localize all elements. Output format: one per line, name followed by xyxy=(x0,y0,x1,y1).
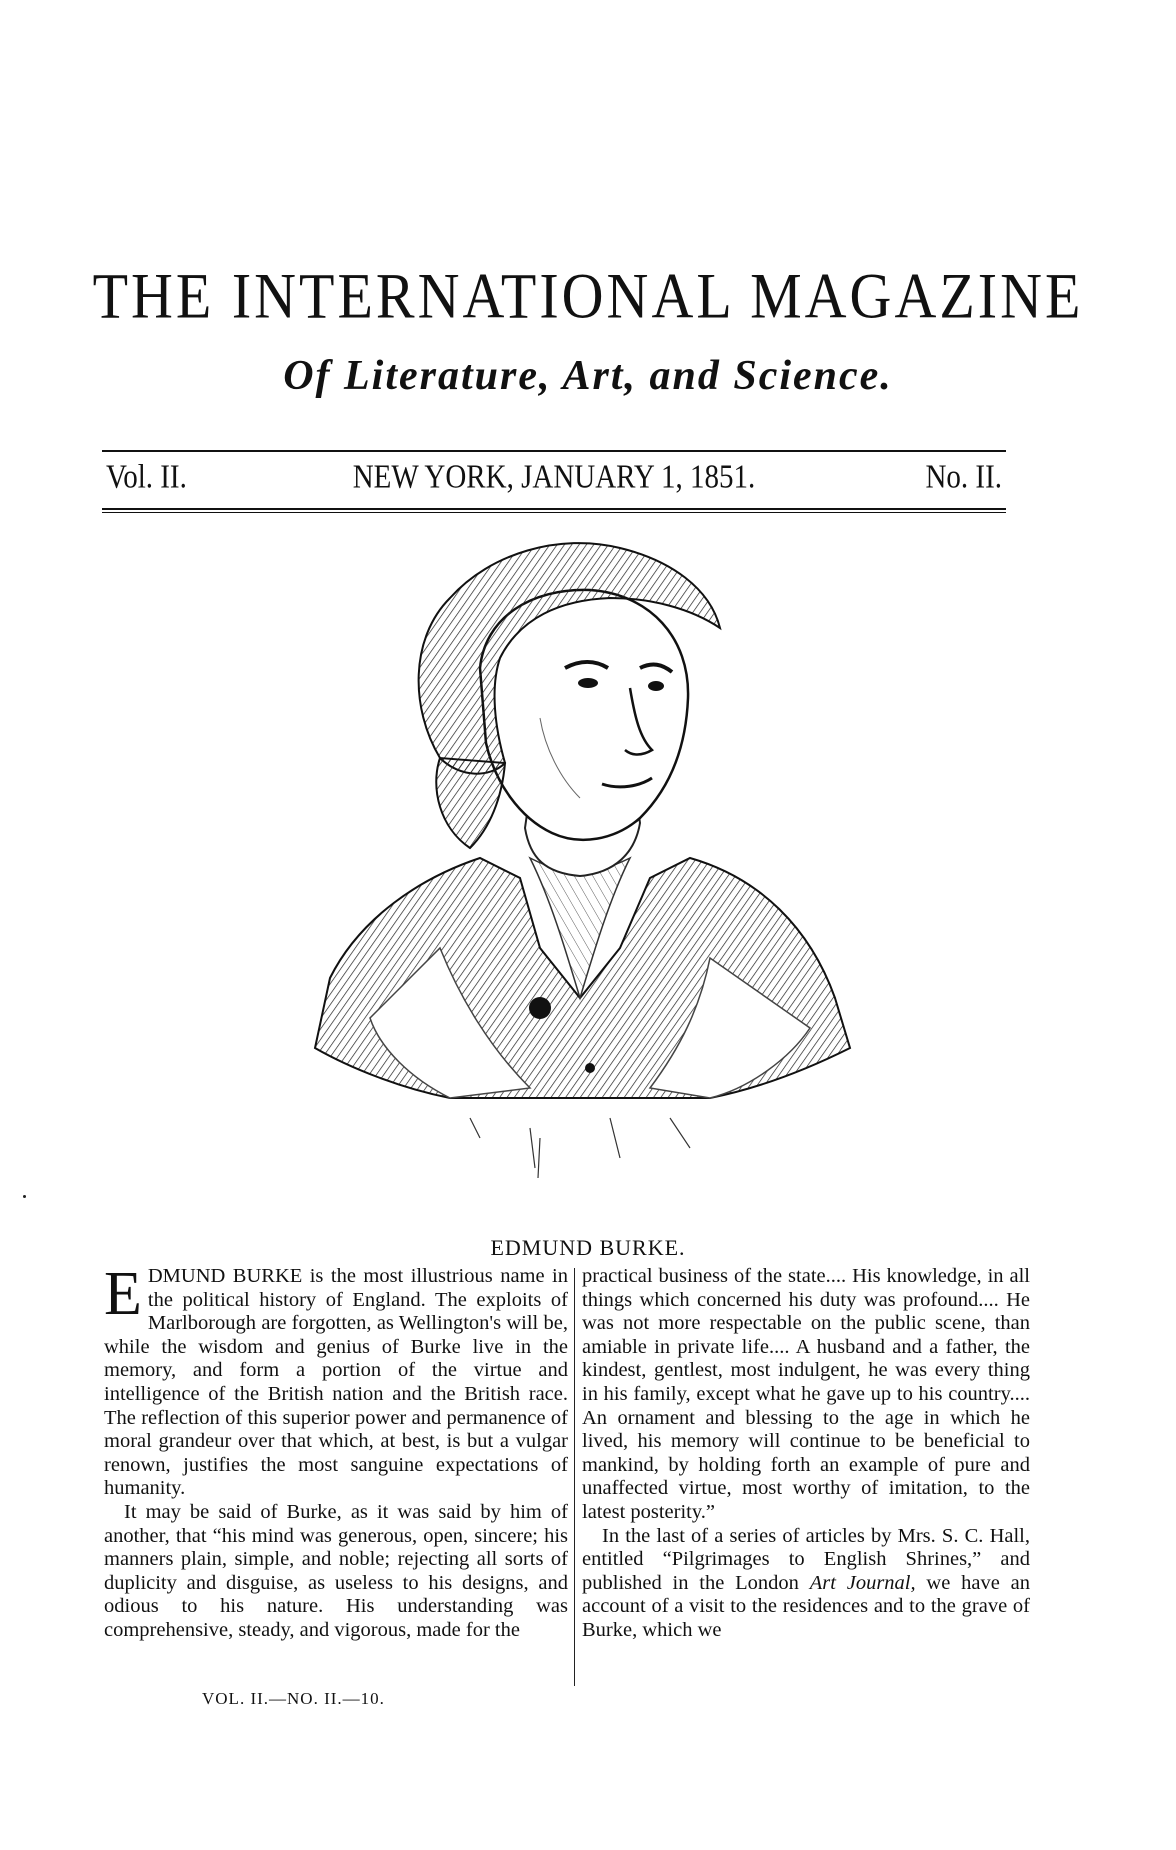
scan-speck xyxy=(23,1195,26,1198)
dateline-volume: Vol. II. xyxy=(106,458,187,496)
dateline-rule-bottom xyxy=(102,508,1006,510)
printer-signature: VOL. II.—NO. II.—10. xyxy=(202,1689,385,1708)
article-paragraph-text: we have an account of a visit to the residences and to the grave of Burke, which we xyxy=(582,1571,1031,1641)
article-paragraph: practical business of the state.... His knowledge, in all things which concerned his duty was profound.... He was not more respectable on the public scene, than amiable in private life.... A husband and a father, the kindest, gentlest, most indulgent, he was every thing in his family, except what he gave up to his country.... An ornament and blessing to the age in which he lived, his memory will continue to be beneficial to mankind, by holding forth an example of pure and unaffected virtue, most worthy of imitation, to the latest posterity.” xyxy=(582,1265,1030,1523)
article-paragraph-text: DMUND BURKE is the most illustrious name in the political history of England. The exploits of Marlborough are forgotten, as Wellington's will be, while the wisdom and genius of Burke live in the memory, and form a portion of the virtue and intelligence of the British nation and the British race. The reflection of this superior power and permanence of moral grandeur over that which, at best, is but a vulgar renown, justifies the most sanguine expectations of humanity. xyxy=(104,1265,568,1500)
article-paragraph xyxy=(104,1260,568,1501)
article-heading: EDMUND BURKE. xyxy=(490,1235,686,1260)
magazine-title: THE INTERNATIONAL MAGAZINE xyxy=(92,259,1084,332)
article-paragraph-text: In the last of a series of articles by Mrs. S. C. Hall, entitled “Pilgrimages to English Shrines,” and published in the London xyxy=(582,1524,1030,1594)
dateline xyxy=(102,458,1006,501)
drop-cap: E xyxy=(104,1260,142,1328)
article-paragraph: It may be said of Burke, as it was said by him of another, that “his mind was generous, open, sincere; his manners plain, simple, and noble; rejecting all sorts of duplicity and disguise, as useless to his designs, and odious to his nature. His understanding was comprehensive, steady, and vigorous, made for the xyxy=(104,1500,568,1641)
column-divider xyxy=(574,1268,575,1686)
magazine-subtitle: Of Literature, Art, and Science. xyxy=(283,353,893,399)
journal-title: Art Journal, xyxy=(809,1571,916,1594)
dateline-number: No. II. xyxy=(925,458,1002,496)
portrait-engraving xyxy=(290,528,870,1228)
dateline-rule-bottom-thin xyxy=(102,512,1006,513)
article-left-column xyxy=(104,1260,568,1643)
dateline-place-date: NEW YORK, JANUARY 1, 1851. xyxy=(352,458,756,496)
dateline-rule-top xyxy=(102,450,1006,452)
article-right-column xyxy=(582,1265,1030,1643)
article-paragraph xyxy=(582,1525,1030,1643)
